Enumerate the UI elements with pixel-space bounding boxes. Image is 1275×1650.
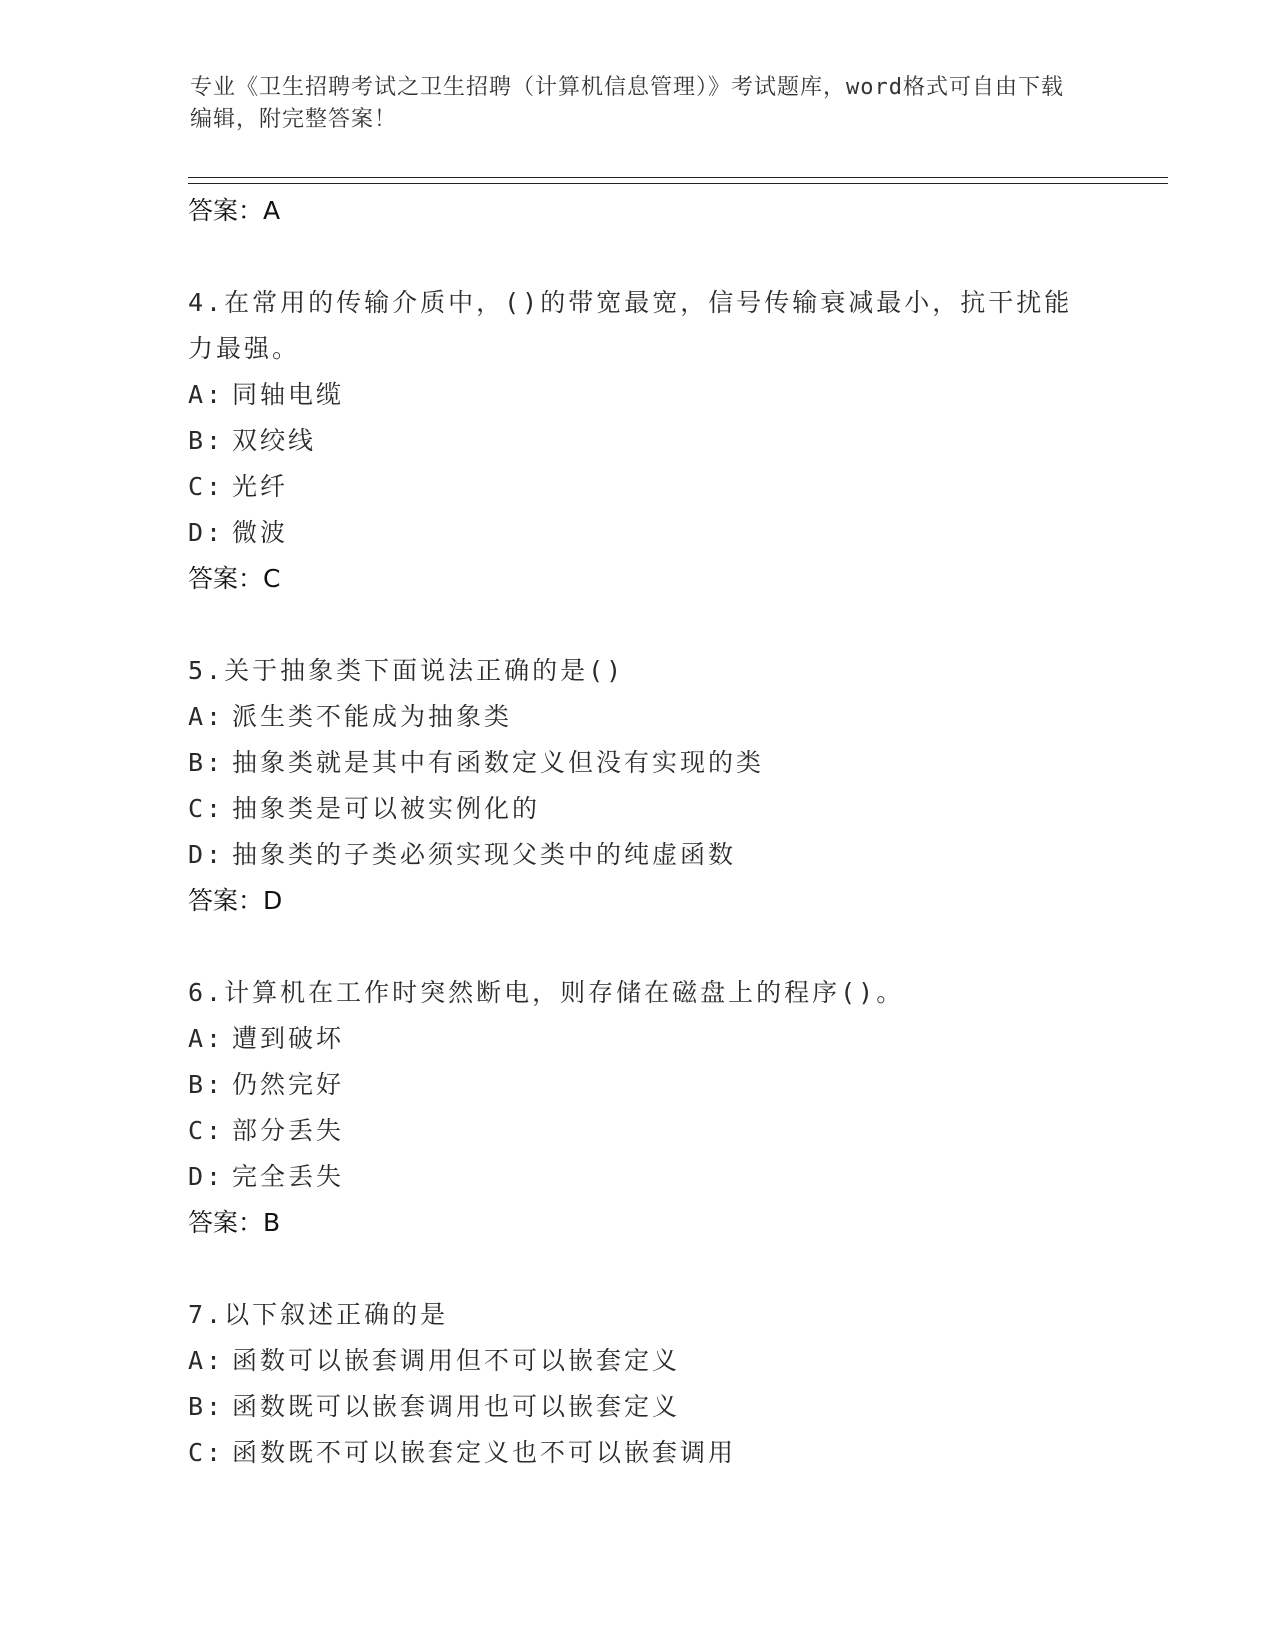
option-letter: A: (188, 1346, 225, 1375)
answer-line: 答案：A (188, 196, 281, 225)
option-text: 仍然完好 (232, 1070, 345, 1099)
question-text: 4.在常用的传输介质中，()的带宽最宽，信号传输衰减最小，抗干扰能力最强。 (188, 288, 1073, 363)
answer-line: 答案：B (188, 1208, 281, 1237)
document-header: 专业《卫生招聘考试之卫生招聘（计算机信息管理）》考试题库，word格式可自由下载编辑，附完整答案！ (190, 75, 1064, 132)
option-c (188, 1430, 1088, 1476)
option-letter: D: (188, 1162, 225, 1191)
option-text: 派生类不能成为抽象类 (232, 702, 513, 731)
option-letter: D: (188, 518, 225, 547)
option-text: 光纤 (232, 472, 289, 501)
option-c (188, 1108, 1088, 1154)
header-rule-top (188, 177, 1168, 178)
answer-line: 答案：D (188, 886, 283, 915)
option-b (188, 1384, 1088, 1430)
option-letter: D: (188, 840, 225, 869)
option-text: 抽象类就是其中有函数定义但没有实现的类 (232, 748, 765, 777)
question-5 (188, 648, 1088, 924)
option-b (188, 1062, 1088, 1108)
option-letter: C: (188, 794, 225, 823)
option-letter: C: (188, 472, 225, 501)
option-letter: B: (188, 748, 225, 777)
option-text: 部分丢失 (232, 1116, 345, 1145)
option-text: 抽象类是可以被实例化的 (232, 794, 541, 823)
option-b (188, 418, 1088, 464)
option-letter: B: (188, 426, 225, 455)
option-text: 遭到破坏 (232, 1024, 345, 1053)
option-a (188, 694, 1088, 740)
option-a (188, 1338, 1088, 1384)
option-letter: B: (188, 1070, 225, 1099)
option-a (188, 1016, 1088, 1062)
option-text: 双绞线 (232, 426, 317, 455)
question-6 (188, 970, 1088, 1246)
question-4 (188, 280, 1088, 602)
question-text: 5.关于抽象类下面说法正确的是() (188, 656, 625, 685)
option-d (188, 832, 1088, 878)
option-letter: A: (188, 380, 225, 409)
option-text: 微波 (232, 518, 289, 547)
option-b (188, 740, 1088, 786)
answer-line: 答案：C (188, 564, 281, 593)
option-letter: A: (188, 1024, 225, 1053)
option-letter: A: (188, 702, 225, 731)
option-text: 完全丢失 (232, 1162, 345, 1191)
option-text: 函数既可以嵌套调用也可以嵌套定义 (232, 1392, 681, 1421)
option-a (188, 372, 1088, 418)
option-d (188, 1154, 1088, 1200)
option-text: 同轴电缆 (232, 380, 345, 409)
option-c (188, 786, 1088, 832)
option-text: 函数既不可以嵌套定义也不可以嵌套调用 (232, 1438, 737, 1467)
option-letter: C: (188, 1116, 225, 1145)
question-text: 7.以下叙述正确的是 (188, 1300, 449, 1329)
option-letter: B: (188, 1392, 225, 1421)
question-text: 6.计算机在工作时突然断电，则存储在磁盘上的程序()。 (188, 978, 905, 1007)
option-text: 抽象类的子类必须实现父类中的纯虚函数 (232, 840, 737, 869)
option-c (188, 464, 1088, 510)
option-d (188, 510, 1088, 556)
option-letter: C: (188, 1438, 225, 1467)
option-text: 函数可以嵌套调用但不可以嵌套定义 (232, 1346, 681, 1375)
question-list (188, 188, 1088, 1476)
question-7 (188, 1292, 1088, 1476)
header-rule-bottom (188, 183, 1168, 184)
